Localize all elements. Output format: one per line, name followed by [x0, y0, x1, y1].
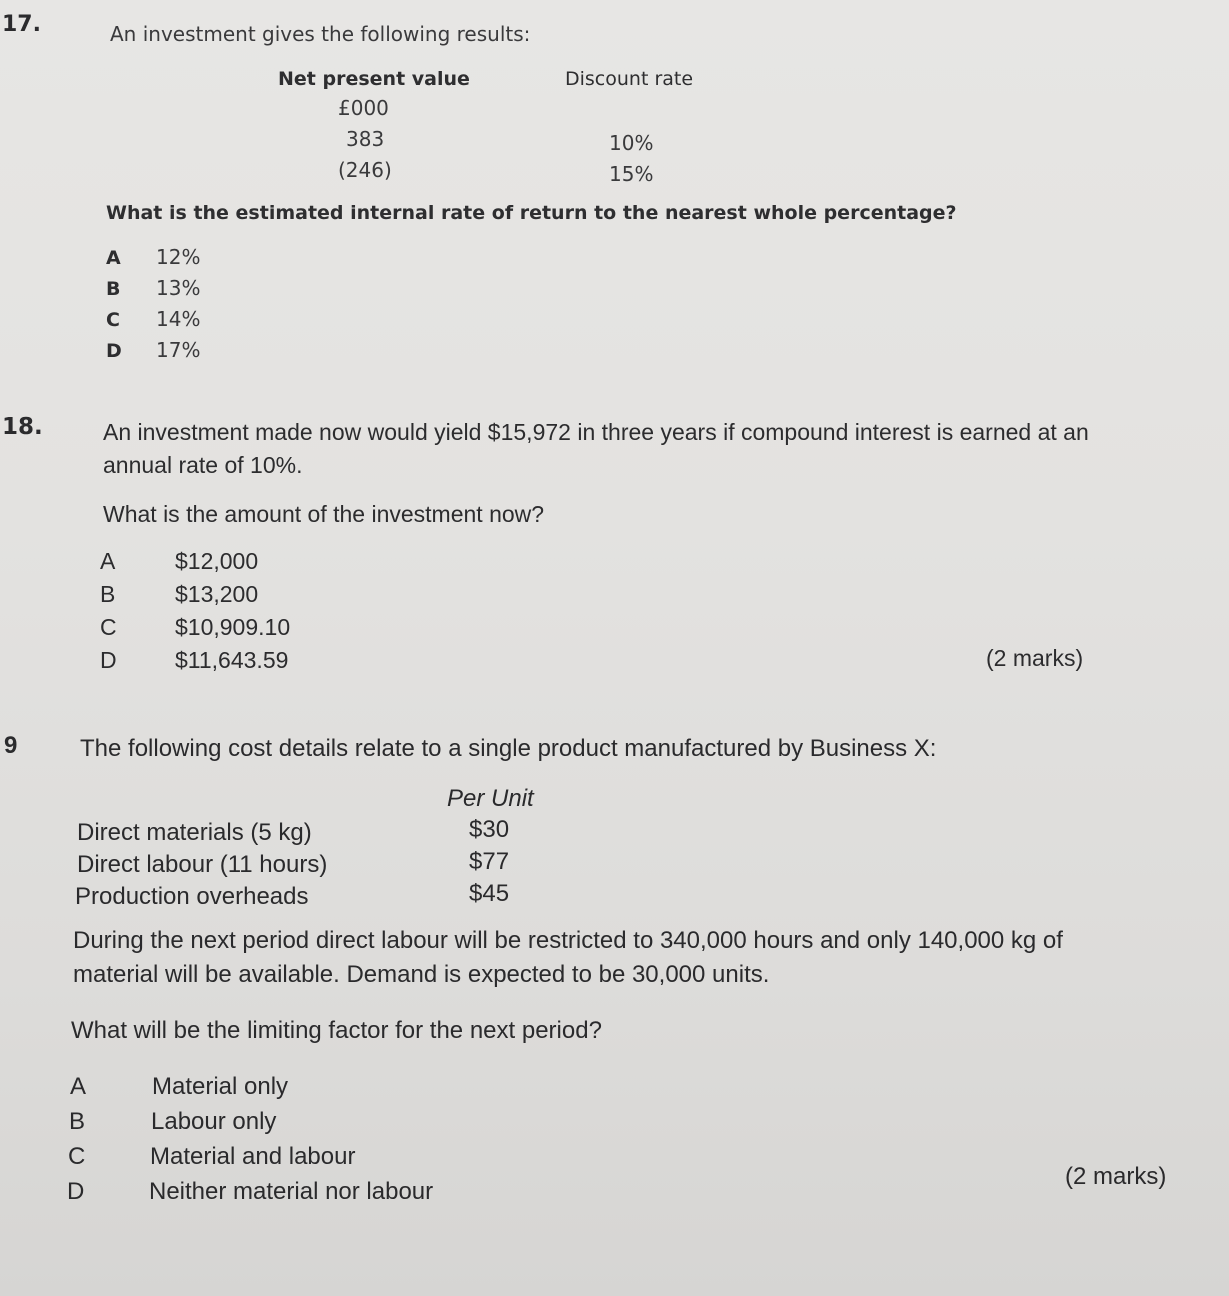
question-number: 18. — [2, 414, 43, 440]
option-c[interactable] — [100, 614, 290, 641]
cost-row-label: Production overheads — [75, 883, 309, 910]
scenario-text-cont: material will be available. Demand is expected to be 30,000 units. — [73, 961, 770, 988]
cost-row-label: Direct materials (5 kg) — [77, 819, 312, 846]
option-text: $11,643.59 — [175, 647, 289, 673]
table-cell-rate: 10% — [609, 131, 654, 155]
option-b[interactable] — [69, 1108, 276, 1136]
option-text: 12% — [156, 245, 201, 269]
option-text: 17% — [156, 338, 201, 362]
option-b[interactable] — [106, 276, 200, 300]
option-text: $12,000 — [175, 548, 259, 574]
table-cell-npv: 383 — [346, 127, 385, 151]
option-text: Labour only — [151, 1108, 277, 1135]
option-text: $13,200 — [175, 581, 259, 607]
question-intro: An investment made now would yield $15,972 in three years if compound interest is earned at an — [103, 419, 1089, 445]
option-letter: A — [100, 548, 116, 574]
table-cell-npv: (246) — [338, 158, 392, 182]
option-letter: D — [100, 647, 117, 673]
question-text: What is the estimated internal rate of return to the nearest whole percentage? — [106, 202, 957, 224]
marks-label: (2 marks) — [986, 645, 1084, 671]
option-text: 14% — [156, 307, 201, 331]
option-letter: B — [100, 581, 116, 607]
cost-row-value: $77 — [469, 848, 510, 875]
table-header-npv: Net present value — [278, 68, 470, 90]
option-text: Material only — [152, 1073, 289, 1100]
table-header-per-unit: Per Unit — [447, 785, 534, 812]
option-a[interactable] — [100, 548, 258, 575]
question-text: What will be the limiting factor for the next period? — [71, 1017, 602, 1044]
question-intro-cont: annual rate of 10%. — [103, 452, 303, 478]
question-intro: An investment gives the following results: — [110, 22, 531, 46]
option-letter: A — [106, 247, 121, 269]
marks-label: (2 marks) — [1065, 1163, 1167, 1190]
option-c[interactable] — [106, 307, 200, 331]
option-letter: C — [68, 1143, 86, 1170]
option-letter: D — [106, 340, 122, 362]
option-b[interactable] — [100, 581, 258, 608]
cost-row-value: $45 — [469, 880, 510, 907]
option-text: Neither material nor labour — [149, 1178, 434, 1205]
table-unit: £000 — [338, 96, 389, 120]
option-letter: D — [67, 1178, 85, 1205]
option-d[interactable] — [106, 338, 200, 362]
option-d[interactable] — [100, 647, 288, 674]
option-d[interactable] — [67, 1178, 433, 1206]
option-text: Material and labour — [150, 1143, 356, 1170]
scenario-text: During the next period direct labour will be restricted to 340,000 hours and only 140,000 kg of — [73, 927, 1063, 954]
option-letter: B — [69, 1108, 86, 1135]
question-number: 17. — [2, 12, 41, 37]
option-text: $10,909.10 — [175, 614, 291, 640]
question-number: 9 — [4, 732, 18, 759]
option-letter: B — [106, 278, 121, 300]
table-header-rate: Discount rate — [565, 68, 694, 90]
option-letter: C — [100, 614, 117, 640]
option-letter: A — [70, 1073, 87, 1100]
option-a[interactable] — [106, 245, 200, 269]
cost-row-label: Direct labour (11 hours) — [77, 851, 328, 878]
cost-row-value: $30 — [469, 816, 510, 843]
option-letter: C — [106, 309, 120, 331]
table-cell-rate: 15% — [609, 162, 654, 186]
option-c[interactable] — [68, 1143, 355, 1171]
question-text: What is the amount of the investment now? — [103, 501, 545, 527]
option-a[interactable] — [70, 1073, 288, 1101]
question-intro: The following cost details relate to a single product manufactured by Business X: — [80, 735, 937, 762]
option-text: 13% — [156, 276, 201, 300]
